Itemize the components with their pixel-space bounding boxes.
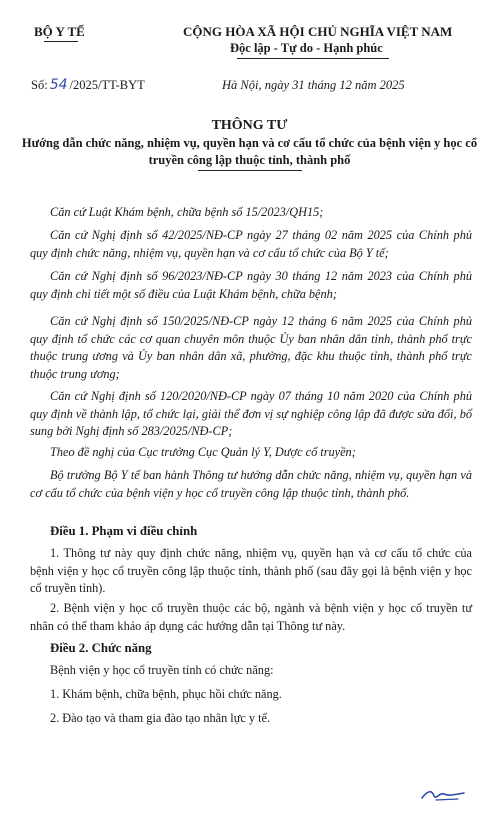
article-2-intro: Bệnh viện y học cổ truyền tỉnh có chức năng:	[50, 663, 274, 677]
document-number	[31, 77, 145, 93]
preamble-issuance: Bộ trưởng Bộ Y tế ban hành Thông tư hướng dẫn chức năng, nhiệm vụ, quyền hạn và cơ cấu tổ chức của bệnh viện y học cổ truyền công lập thuộc tỉnh, thành phố.	[30, 468, 472, 500]
article-1-clause-2: 2. Bệnh viện y học cổ truyền thuộc các bộ, ngành và bệnh viện y học cổ truyền tư nhân có thể tham khảo áp dụng các hướng dẫn tại Thông tư này.	[30, 601, 472, 633]
preamble-decree-150: Căn cứ Nghị định số 150/2025/NĐ-CP ngày 12 tháng 6 năm 2025 của Chính phủ quy định tổ chức các cơ quan chuyên môn thuộc Ủy ban nhân dân tỉnh, thành phố trực thuộc trung ương và Ủy ban nhân dân xã, phường, đặc khu thuộc tỉnh, thành phố trực thuộc trung ương;	[30, 314, 472, 381]
agency-underline	[44, 41, 78, 42]
number-suffix: /2025/TT-BYT	[69, 78, 145, 92]
initial-signature	[418, 784, 468, 804]
preamble-proposal: Theo đề nghị của Cục trưởng Cục Quản lý Y, Dược cổ truyền;	[50, 445, 356, 459]
article-2-heading: Điều 2. Chức năng	[50, 641, 152, 655]
document-subject: Hướng dẫn chức năng, nhiệm vụ, quyền hạn và cơ cấu tổ chức của bệnh viện y học cổ truyền công lập thuộc tỉnh, thành phố	[21, 136, 478, 167]
handwritten-number: 54	[49, 77, 68, 93]
preamble-decree-120: Căn cứ Nghị định số 120/2020/NĐ-CP ngày 07 tháng 10 năm 2020 của Chính phủ quy định về thành lập, tổ chức lại, giải thể đơn vị sự nghiệp công lập đã được sửa đổi, bổ sung bởi Nghị định số 283/2025/NĐ-CP;	[30, 389, 472, 438]
place-date: Hà Nội, ngày 31 tháng 12 năm 2025	[222, 78, 405, 92]
article-1-clause-1: 1. Thông tư này quy định chức năng, nhiệm vụ, quyền hạn và cơ cấu tổ chức của bệnh viện y học cổ truyền công lập thuộc tỉnh, thành phố (sau đây gọi là bệnh viện y học cổ truyền tỉnh).	[30, 546, 472, 595]
national-motto: Độc lập - Tự do - Hạnh phúc	[230, 41, 383, 55]
article-1-heading: Điều 1. Phạm vi điều chỉnh	[50, 524, 198, 538]
preamble-decree-96: Căn cứ Nghị định số 96/2023/NĐ-CP ngày 30 tháng 12 năm 2023 của Chính phủ quy định chi tiết một số điều của Luật Khám bệnh, chữa bệnh;	[30, 269, 472, 301]
article-2-item-2: 2. Đào tạo và tham gia đào tạo nhân lực y tế.	[50, 711, 271, 725]
preamble-decree-42: Căn cứ Nghị định số 42/2025/NĐ-CP ngày 27 tháng 02 năm 2025 của Chính phủ quy định chức năng, nhiệm vụ, quyền hạn và cơ cấu tổ chức của Bộ Y tế;	[30, 228, 472, 260]
issuing-agency: BỘ Y TẾ	[34, 24, 85, 39]
number-prefix: Số:	[31, 78, 48, 92]
motto-underline	[237, 58, 389, 59]
document-type: THÔNG TƯ	[211, 118, 288, 133]
national-title: CỘNG HÒA XÃ HỘI CHỦ NGHĨA VIỆT NAM	[183, 24, 453, 39]
subject-underline	[198, 170, 302, 171]
preamble-basis-law: Căn cứ Luật Khám bệnh, chữa bệnh số 15/2023/QH15;	[50, 205, 324, 219]
article-2-item-1: 1. Khám bệnh, chữa bệnh, phục hồi chức năng.	[50, 687, 282, 701]
